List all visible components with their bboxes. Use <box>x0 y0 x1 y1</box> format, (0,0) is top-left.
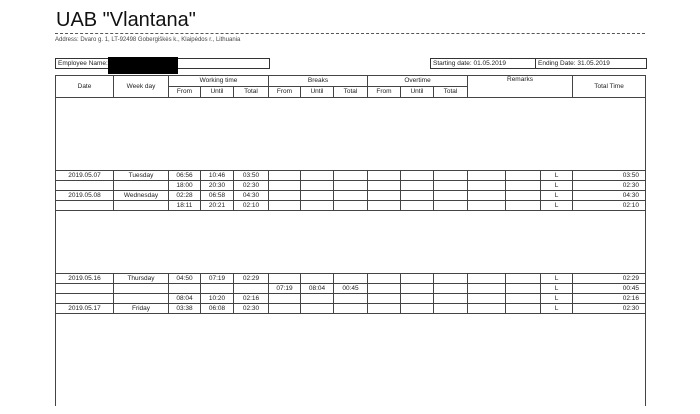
table-cell <box>56 201 114 211</box>
table-cell: L <box>541 304 573 314</box>
table-cell <box>368 191 401 201</box>
table-row <box>56 284 646 294</box>
table-cell <box>301 201 334 211</box>
table-cell <box>401 274 434 284</box>
table-cell <box>506 304 541 314</box>
table-cell <box>334 274 368 284</box>
table-cell: 20:30 <box>201 181 234 191</box>
table-cell <box>301 304 334 314</box>
table-cell <box>114 181 169 191</box>
table-cell <box>301 181 334 191</box>
header-weekday: Week day <box>114 76 169 98</box>
table-cell: Wednesday <box>114 191 169 201</box>
table-cell <box>334 201 368 211</box>
table-cell <box>368 181 401 191</box>
table-cell <box>269 191 301 201</box>
table-cell <box>269 304 301 314</box>
header-br-from: From <box>269 87 301 98</box>
header-wt-from: From <box>169 87 201 98</box>
table-cell <box>334 181 368 191</box>
table-cell <box>468 294 506 304</box>
timesheet-table <box>55 75 646 406</box>
header-br-total: Total <box>334 87 368 98</box>
table-cell <box>368 201 401 211</box>
table-cell: 03:50 <box>573 171 646 181</box>
ending-date: Ending Date: 31.05.2019 <box>535 58 647 69</box>
table-cell: 04:30 <box>573 191 646 201</box>
table-cell <box>114 294 169 304</box>
table-cell <box>368 294 401 304</box>
table-cell <box>368 284 401 294</box>
table-row <box>56 191 646 201</box>
table-cell <box>301 171 334 181</box>
table-cell <box>334 304 368 314</box>
table-cell: 03:38 <box>169 304 201 314</box>
table-cell: 02:29 <box>234 274 269 284</box>
table-cell <box>269 181 301 191</box>
blank-area <box>56 211 646 274</box>
table-cell <box>401 201 434 211</box>
table-cell <box>56 181 114 191</box>
table-row <box>56 201 646 211</box>
table-cell: 00:45 <box>334 284 368 294</box>
table-cell <box>56 294 114 304</box>
table-cell: 2019.05.17 <box>56 304 114 314</box>
table-cell: L <box>541 171 573 181</box>
table-cell: 02:30 <box>573 181 646 191</box>
table-cell <box>434 304 468 314</box>
table-cell <box>434 201 468 211</box>
table-cell: 06:08 <box>201 304 234 314</box>
table-cell <box>434 274 468 284</box>
header-br-until: Until <box>301 87 334 98</box>
table-cell <box>201 284 234 294</box>
table-cell <box>468 201 506 211</box>
table-cell <box>269 201 301 211</box>
table-row <box>56 181 646 191</box>
table-cell <box>114 284 169 294</box>
table-cell: 07:19 <box>201 274 234 284</box>
header-breaks: Breaks <box>269 76 368 87</box>
table-cell <box>401 171 434 181</box>
table-cell <box>434 294 468 304</box>
table-cell <box>401 191 434 201</box>
table-cell: 02:16 <box>234 294 269 304</box>
table-cell: 02:30 <box>573 304 646 314</box>
table-cell <box>401 294 434 304</box>
table-cell <box>506 201 541 211</box>
header-wt-total: Total <box>234 87 269 98</box>
table-cell: 02:10 <box>234 201 269 211</box>
table-cell: 02:28 <box>169 191 201 201</box>
table-cell: 18:00 <box>169 181 201 191</box>
table-cell: L <box>541 274 573 284</box>
table-cell: 02:29 <box>573 274 646 284</box>
table-cell <box>468 304 506 314</box>
table-cell: 20:21 <box>201 201 234 211</box>
table-cell <box>434 171 468 181</box>
table-cell <box>169 284 201 294</box>
table-cell <box>468 171 506 181</box>
table-cell <box>468 284 506 294</box>
table-cell: 10:46 <box>201 171 234 181</box>
table-cell <box>269 171 301 181</box>
table-cell <box>334 191 368 201</box>
table-cell: Friday <box>114 304 169 314</box>
table-cell <box>269 274 301 284</box>
table-cell <box>368 274 401 284</box>
redacted-name <box>108 57 178 74</box>
table-cell <box>301 274 334 284</box>
table-cell <box>401 181 434 191</box>
table-cell: 08:04 <box>301 284 334 294</box>
table-cell: L <box>541 181 573 191</box>
table-row <box>56 171 646 181</box>
starting-date: Starting date: 01.05.2019 <box>430 58 536 69</box>
table-cell: 04:30 <box>234 191 269 201</box>
table-row <box>56 294 646 304</box>
table-cell: 18:11 <box>169 201 201 211</box>
company-title: UAB "Vlantana" <box>56 9 196 31</box>
table-cell <box>468 274 506 284</box>
table-cell <box>506 191 541 201</box>
table-cell <box>334 171 368 181</box>
table-cell <box>401 284 434 294</box>
table-cell: L <box>541 284 573 294</box>
employee-name-label: Employee Name: <box>58 60 108 67</box>
table-row <box>56 274 646 284</box>
header-working-time: Working time <box>169 76 269 87</box>
table-cell <box>301 191 334 201</box>
table-cell <box>368 171 401 181</box>
table-cell <box>234 284 269 294</box>
table-cell: 10:20 <box>201 294 234 304</box>
header-date: Date <box>56 76 114 98</box>
table-cell <box>401 304 434 314</box>
blank-area <box>56 314 646 407</box>
table-cell: 02:30 <box>234 304 269 314</box>
table-cell: 04:50 <box>169 274 201 284</box>
table-cell: 06:58 <box>201 191 234 201</box>
blank-area <box>56 98 646 171</box>
table-cell <box>506 171 541 181</box>
table-row <box>56 304 646 314</box>
header-total-time: Total Time <box>573 76 646 98</box>
table-cell <box>506 294 541 304</box>
table-cell: 02:16 <box>573 294 646 304</box>
table-cell: L <box>541 294 573 304</box>
table-cell: L <box>541 191 573 201</box>
table-cell: 02:10 <box>573 201 646 211</box>
company-address: Address: Dvaro g. 1, LT-92498 Gobergiškės k., Klaipėdos r., Lithuania <box>55 37 241 43</box>
table-cell <box>506 181 541 191</box>
table-cell: Thursday <box>114 274 169 284</box>
table-cell <box>434 181 468 191</box>
table-cell: 07:19 <box>269 284 301 294</box>
table-cell: 06:56 <box>169 171 201 181</box>
table-cell <box>56 284 114 294</box>
header-ot-total: Total <box>434 87 468 98</box>
table-cell <box>468 181 506 191</box>
table-cell: 2019.05.16 <box>56 274 114 284</box>
header-ot-from: From <box>368 87 401 98</box>
table-cell: 2019.05.07 <box>56 171 114 181</box>
header-remarks: Remarks <box>468 76 573 98</box>
table-cell: 2019.05.08 <box>56 191 114 201</box>
table-cell <box>434 284 468 294</box>
table-cell: L <box>541 201 573 211</box>
table-cell <box>506 284 541 294</box>
table-cell: 00:45 <box>573 284 646 294</box>
table-cell <box>269 294 301 304</box>
header-overtime: Overtime <box>368 76 468 87</box>
table-cell: Tuesday <box>114 171 169 181</box>
table-cell <box>368 304 401 314</box>
table-cell: 08:04 <box>169 294 201 304</box>
table-cell <box>434 191 468 201</box>
divider <box>55 33 645 34</box>
header-ot-until: Until <box>401 87 434 98</box>
table-cell <box>114 201 169 211</box>
header-wt-until: Until <box>201 87 234 98</box>
table-cell <box>301 294 334 304</box>
table-cell: 02:30 <box>234 181 269 191</box>
table-cell: 03:50 <box>234 171 269 181</box>
table-cell <box>506 274 541 284</box>
table-cell <box>334 294 368 304</box>
table-cell <box>468 191 506 201</box>
